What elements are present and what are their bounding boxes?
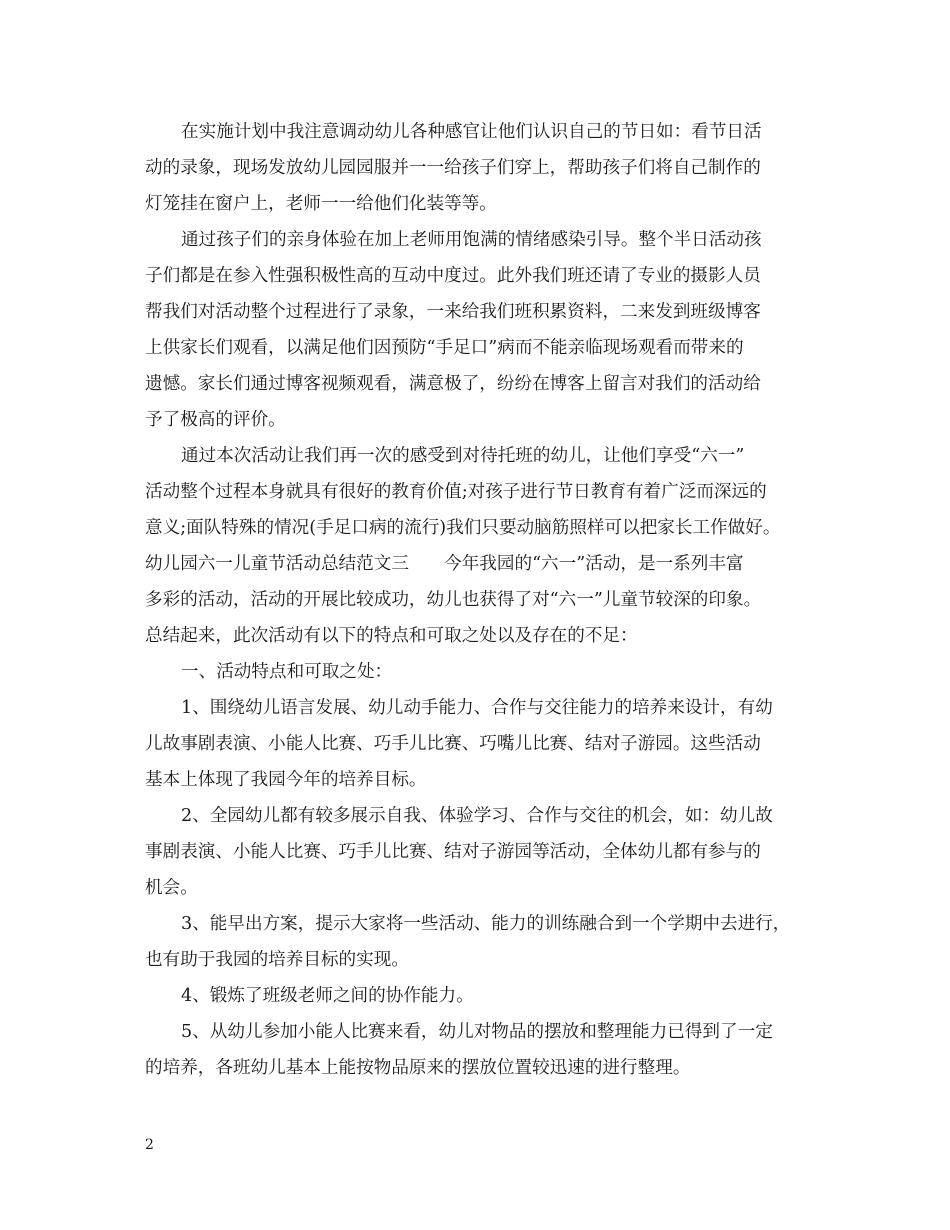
text-line: 动的录象，现场发放幼儿园园服并一一给孩子们穿上，帮助孩子们将自己制作的 [145,158,761,178]
text-line: 在实施计划中我注意调动幼儿各种感官让他们认识自己的节日如：看节日活 [181,122,762,142]
text-line: 活动整个过程本身就具有很好的教育价值;对孩子进行节日教育有着广泛而深远的 [145,482,767,502]
text-line: 意义;面队特殊的情况(手足口病的流行)我们只要动脑筋照样可以把家长工作做好。 [145,518,781,538]
text-line: 子们都是在参入性强积极性高的互动中度过。此外我们班还请了专业的摄影人员 [145,266,761,286]
text-line: 通过本次活动让我们再一次的感受到对待托班的幼儿，让他们享受“六一” [181,446,745,466]
text-line: 灯笼挂在窗户上，老师一一给他们化装等等。 [145,194,497,214]
text-line: 上供家长们观看，以满足他们因预防“手足口”病而不能亲临现场观看而带来的 [145,338,744,358]
text-line: 儿故事剧表演、小能人比赛、巧手儿比赛、巧嘴儿比赛、结对子游园。这些活动 [145,734,761,754]
text-line: 基本上体现了我园今年的培养目标。 [145,770,427,790]
text-line: 通过孩子们的亲身体验在加上老师用饱满的情绪感染引导。整个半日活动孩 [181,230,762,250]
text-line: 幼儿园六一儿童节活动总结范文三 今年我园的“六一”活动，是一系列丰富 [145,554,744,574]
text-line: 事剧表演、小能人比赛、巧手儿比赛、结对子游园等活动，全体幼儿都有参与的 [145,842,761,862]
text-line: 也有助于我园的培养目标的实现。 [145,950,409,970]
text-line: 予了极高的评价。 [145,410,286,430]
text-line: 遗憾。家长们通过博客视频观看，满意极了，纷纷在博客上留言对我们的活动给 [145,374,761,394]
text-line: 帮我们对活动整个过程进行了录象，一来给我们班积累资料，二来发到班级博客 [145,302,761,322]
text-line: 总结起来，此次活动有以下的特点和可取之处以及存在的不足： [145,626,638,646]
page-number: 2 [145,1137,154,1153]
text-line: 5、从幼儿参加小能人比赛来看，幼儿对物品的摆放和整理能力已得到了一定 [181,1022,773,1042]
text-line: 2、全园幼儿都有较多展示自我、体验学习、合作与交往的机会，如：幼儿故 [181,806,773,826]
text-line: 4、锻炼了班级老师之间的协作能力。 [181,986,474,1006]
text-line: 一、活动特点和可取之处： [181,662,393,682]
text-line: 3、能早出方案，提示大家将一些活动、能力的训练融合到一个学期中去进行， [181,914,791,934]
text-line: 的培养，各班幼儿基本上能按物品原来的摆放位置较迅速的进行整理。 [145,1058,691,1078]
text-line: 机会。 [145,878,198,898]
text-line: 1、围绕幼儿语言发展、幼儿动手能力、合作与交往能力的培养来设计，有幼 [181,698,773,718]
text-line: 多彩的活动，活动的开展比较成功，幼儿也获得了对“六一”儿童节较深的印象。 [145,590,762,610]
